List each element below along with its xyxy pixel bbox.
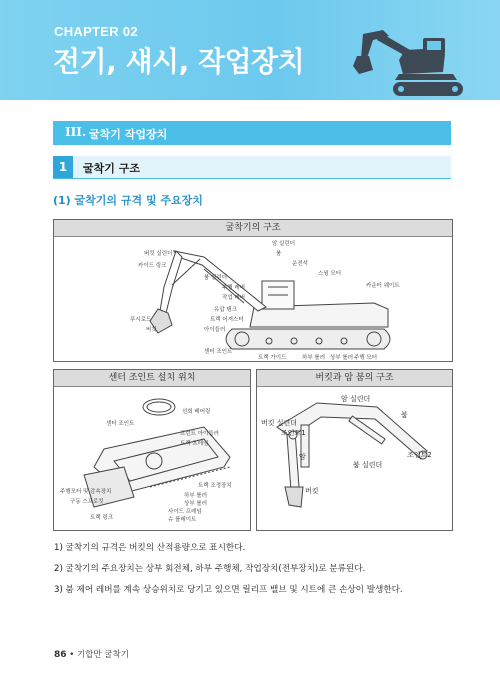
label-bucket-cylinder: 버킷 실린더 [144,251,173,257]
notes-list [54,541,454,604]
label-lower-roller: 하부 롤러 [184,493,208,499]
page-footer [54,648,129,660]
label-shoe-plate: 슈 플레이트 [168,517,197,523]
label-work-lever: 작업 레버 [222,295,246,301]
subsection-number: 1 [53,156,73,178]
note-item: 1) 굴착기의 규격은 버킷의 산적용량으로 표시한다. [54,543,246,553]
section-title: 굴착기 작업장치 [89,128,168,141]
label-travel-motor-reducer: 주행모터 및 감속장치 [60,489,112,495]
label-swing-motor: 스윙 모터 [318,271,342,277]
label-track-link: 트랙 링크 [90,515,114,521]
figure-center-joint [53,369,251,531]
figure-title: 버킷과 암 붐의 구조 [257,370,452,387]
chapter-header [0,0,500,100]
label-boom: 붐 [401,411,408,419]
label-track-adjuster: 트랙 어져스터 [210,317,244,323]
label-boom: 붐 [276,251,282,257]
label-arm: 암 [299,453,306,461]
label-boom-cylinder: 붐 실린더 [353,461,383,469]
item-heading: (1) 굴착기의 규격 및 주요장치 [53,194,203,207]
label-travel-lever: 주행 레버 [222,285,246,291]
label-counterweight: 카운터 웨이트 [366,283,400,289]
section-number: III. [65,125,87,139]
figure-title: 센터 조인트 설치 위치 [54,370,250,387]
label-idler: 아이들러 [204,327,226,333]
label-drive-sprocket: 구동 스프로킷 [70,499,104,505]
label-track-guide: 트랙 가이드 [258,355,287,361]
label-joint2: 조인트2 [407,451,432,459]
chapter-label: CHAPTER 02 [54,24,138,39]
page-number: 86 [54,650,67,660]
label-arm-cylinder: 암 실린더 [272,241,296,247]
subsection-title: 굴착기 구조 [83,162,140,175]
label-bucket: 버킷 [146,327,157,333]
label-hydraulic-tank: 유압 탱크 [214,307,238,313]
label-joint1: 조인트1 [281,429,306,437]
figure-title: 굴착기의 구조 [54,220,452,237]
label-bucket-cylinder: 버킷 실린더 [261,419,298,427]
chapter-title: 전기, 섀시, 작업장치 [53,45,305,78]
label-swing-bearing: 선회 베어링 [182,409,211,415]
label-operator-seat: 운전석 [292,261,308,267]
section-bar [53,121,451,145]
note-item: 2) 굴착기의 주요장치는 상부 회전체, 하부 주행체, 작업장치(전부장치)로 분류된다. [54,564,366,574]
book-title: 기합만 굴착기 [76,650,129,660]
excavator-diagram [54,237,452,361]
label-track-adjuster: 트랙 조정장치 [198,483,232,489]
label-lower-roller: 하부 롤러 [302,355,326,361]
note-item: 3) 붐 제어 레버를 계속 상승위치로 당기고 있으면 릴리프 밸브 및 시트에 큰 손상이 발생한다. [54,585,403,595]
figure-bucket-arm-boom [256,369,453,531]
label-track-frame: 트랙 프레임 [180,441,209,447]
bucket-arm-boom-diagram [257,387,452,529]
label-guide-link: 카이드 링크 [138,263,167,269]
label-upper-roller: 상부 롤러 [330,355,354,361]
label-travel-motor: 주행 모터 [354,355,378,361]
label-arm-cylinder: 암 실린더 [341,395,371,403]
label-side-frame: 사이드 프레임 [168,509,202,515]
footer-separator: • [69,650,75,660]
label-center-joint: 센터 조인트 [204,349,233,355]
subsection-bar [53,156,451,179]
label-push-rod: 푸시로드 [130,317,152,323]
label-bucket: 버킷 [305,487,319,495]
figure-excavator-structure [53,219,453,362]
label-upper-roller: 상부 롤러 [184,501,208,507]
label-center-joint: 센터 조인트 [106,421,135,427]
label-front-idler: 프런트 아이들러 [180,431,219,437]
center-joint-diagram [54,387,250,529]
label-boom-cylinder: 붐 실린더 [204,275,228,281]
excavator-silhouette-icon [343,30,468,102]
